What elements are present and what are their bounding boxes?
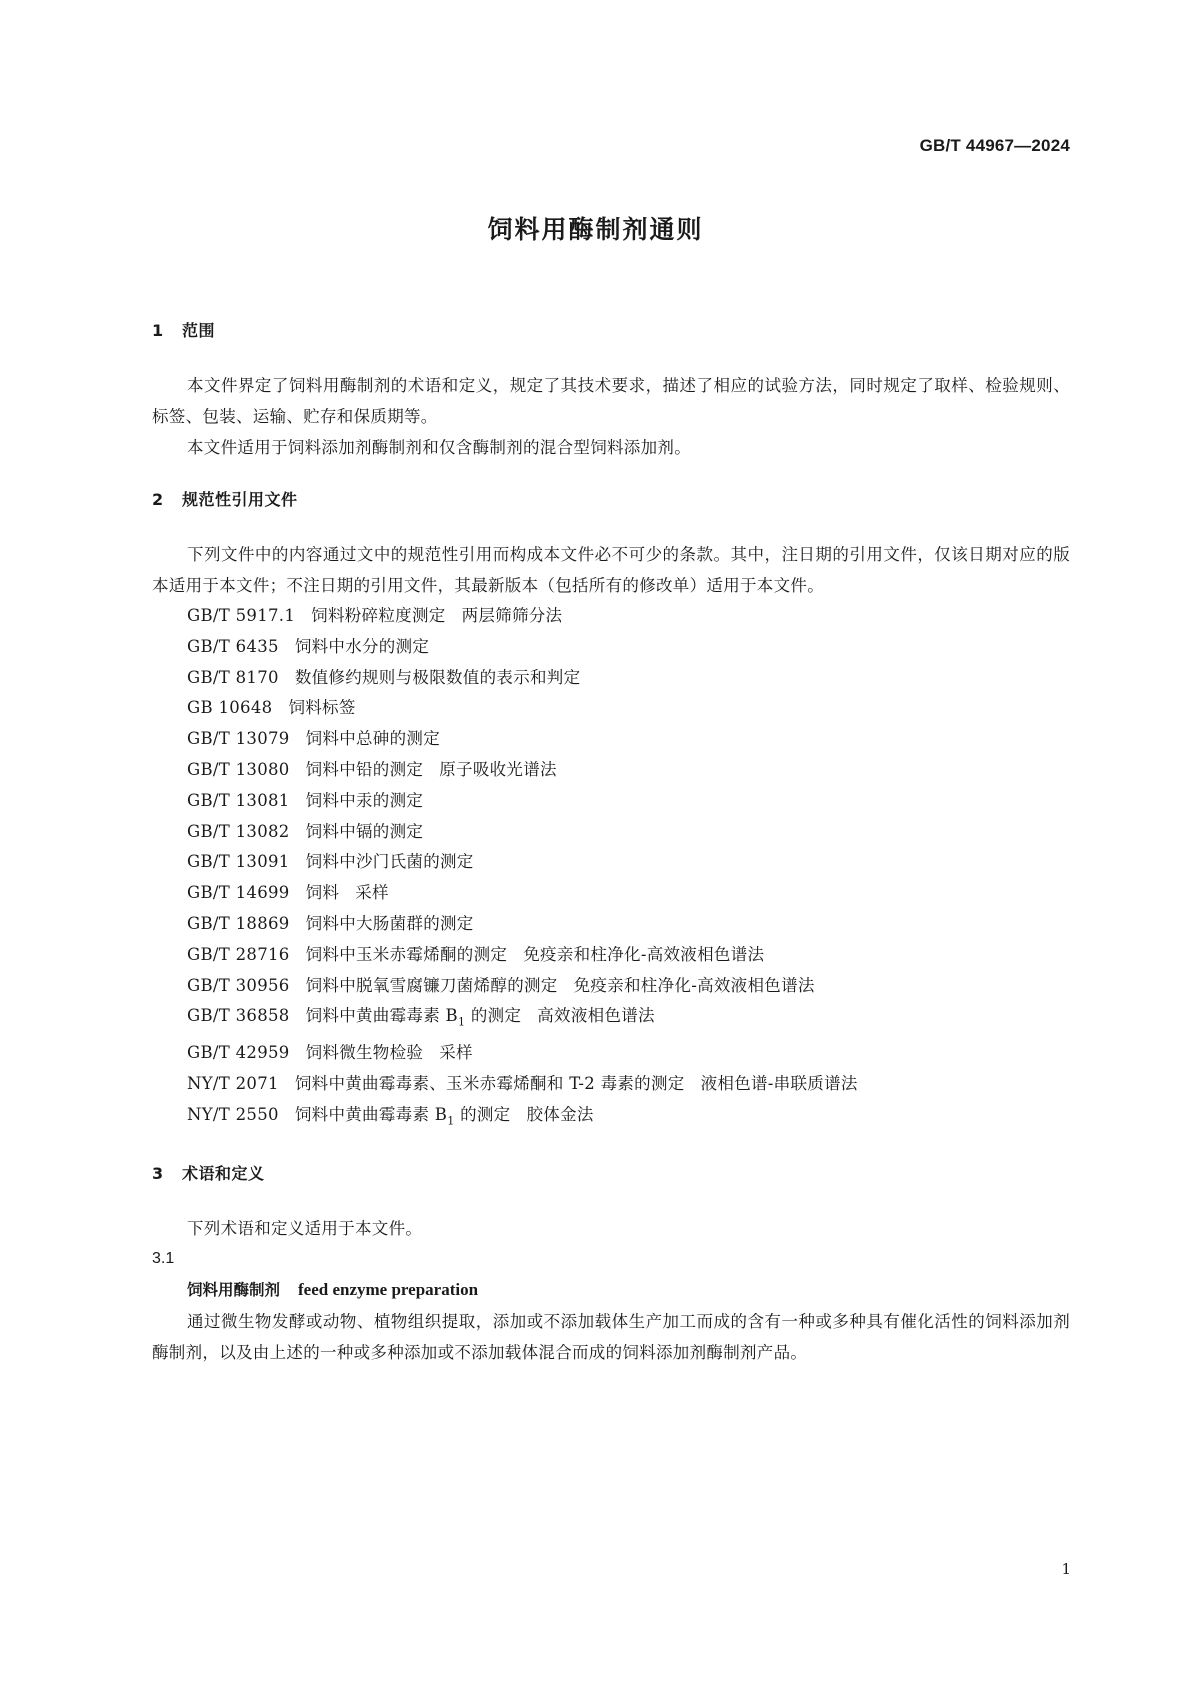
- reference-item: NY/T 2071 饲料中黄曲霉毒素、玉米赤霉烯酮和 T-2 毒素的测定 液相色谱-串联质谱法: [187, 1074, 858, 1094]
- reference-item: GB/T 13091 饲料中沙门氏菌的测定: [187, 852, 474, 872]
- reference-item: GB/T 5917.1 饲料粉碎粒度测定 两层筛筛分法: [187, 606, 563, 625]
- reference-item: GB/T 13081 饲料中汞的测定: [187, 790, 424, 810]
- scope-paragraph-2: 本文件适用于饲料添加剂酶制剂和仅含酶制剂的混合型饲料添加剂。: [187, 438, 691, 457]
- clause-number: 3.1: [152, 1250, 175, 1268]
- term-definition: 通过微生物发酵或动物、植物组织提取，添加或不添加载体生产加工而成的含有一种或多种具有催化活性的饲料添加剂酶制剂，以及由上述的一种或多种添加或不添加载体混合而成的饲料添加剂酶制剂产品。: [152, 1312, 1070, 1363]
- section-heading-references: [152, 487, 1070, 513]
- reference-item: GB/T 14699 饲料 采样: [187, 883, 389, 903]
- section-number: 1: [152, 321, 164, 340]
- section-heading-terms: [152, 1161, 1070, 1187]
- reference-item: GB/T 28716 饲料中玉米赤霉烯酮的测定 免疫亲和柱净化-高效液相色谱法: [187, 944, 765, 964]
- reference-item: GB/T 18869 饲料中大肠菌群的测定: [187, 913, 474, 933]
- reference-item: GB/T 36858 饲料中黄曲霉毒素 $B_1$ 的测定 高效液相色谱法: [187, 1006, 655, 1029]
- scope-paragraph-1: 本文件界定了饲料用酶制剂的术语和定义，规定了其技术要求，描述了相应的试验方法，同时规定了取样、检验规则、标签、包装、运输、贮存和保质期等。: [152, 376, 1070, 426]
- reference-item: GB/T 13082 饲料中镉的测定: [187, 821, 424, 841]
- reference-item: GB/T 30956 饲料中脱氧雪腐镰刀菌烯醇的测定 免疫亲和柱净化-高效液相色谱法: [187, 975, 815, 995]
- standard-code: GB/T 44967—2024: [919, 136, 1070, 155]
- reference-item: GB/T 6435 饲料中水分的测定: [187, 636, 430, 656]
- section-number: 3: [152, 1164, 164, 1184]
- reference-item: GB 10648 饲料标签: [187, 698, 356, 718]
- section-title: 范围: [182, 321, 216, 340]
- terms-intro: 下列术语和定义适用于本文件。: [187, 1219, 423, 1239]
- document-title: 饲料用酶制剂通则: [487, 215, 704, 244]
- term-chinese: 饲料用酶制剂: [187, 1281, 281, 1300]
- page-number: 1: [1061, 1560, 1071, 1578]
- reference-item: GB/T 13080 饲料中铅的测定 原子吸收光谱法: [187, 759, 557, 779]
- section-heading-scope: [152, 318, 1070, 344]
- term-entry: [152, 1274, 1070, 1306]
- references-intro: 下列文件中的内容通过文中的规范性引用而构成本文件必不可少的条款。其中，注日期的引用文件，仅该日期对应的版本适用于本文件；不注日期的引用文件，其最新版本（包括所有的修改单）适用于本文件。: [152, 545, 1070, 595]
- reference-item: GB/T 13079 饲料中总砷的测定: [187, 729, 441, 749]
- section-number: 2: [152, 490, 164, 509]
- document-body: [152, 318, 1070, 1368]
- reference-item: NY/T 2550 饲料中黄曲霉毒素 $B_1$ 的测定 胶体金法: [187, 1105, 594, 1128]
- reference-list: [152, 601, 1070, 1137]
- reference-item: GB/T 8170 数值修约规则与极限数值的表示和判定: [187, 667, 581, 687]
- reference-item: GB/T 42959 饲料微生物检验 采样: [187, 1043, 473, 1063]
- section-title: 术语和定义: [182, 1164, 265, 1184]
- section-title: 规范性引用文件: [182, 490, 298, 509]
- term-english: feed enzyme preparation: [298, 1280, 479, 1300]
